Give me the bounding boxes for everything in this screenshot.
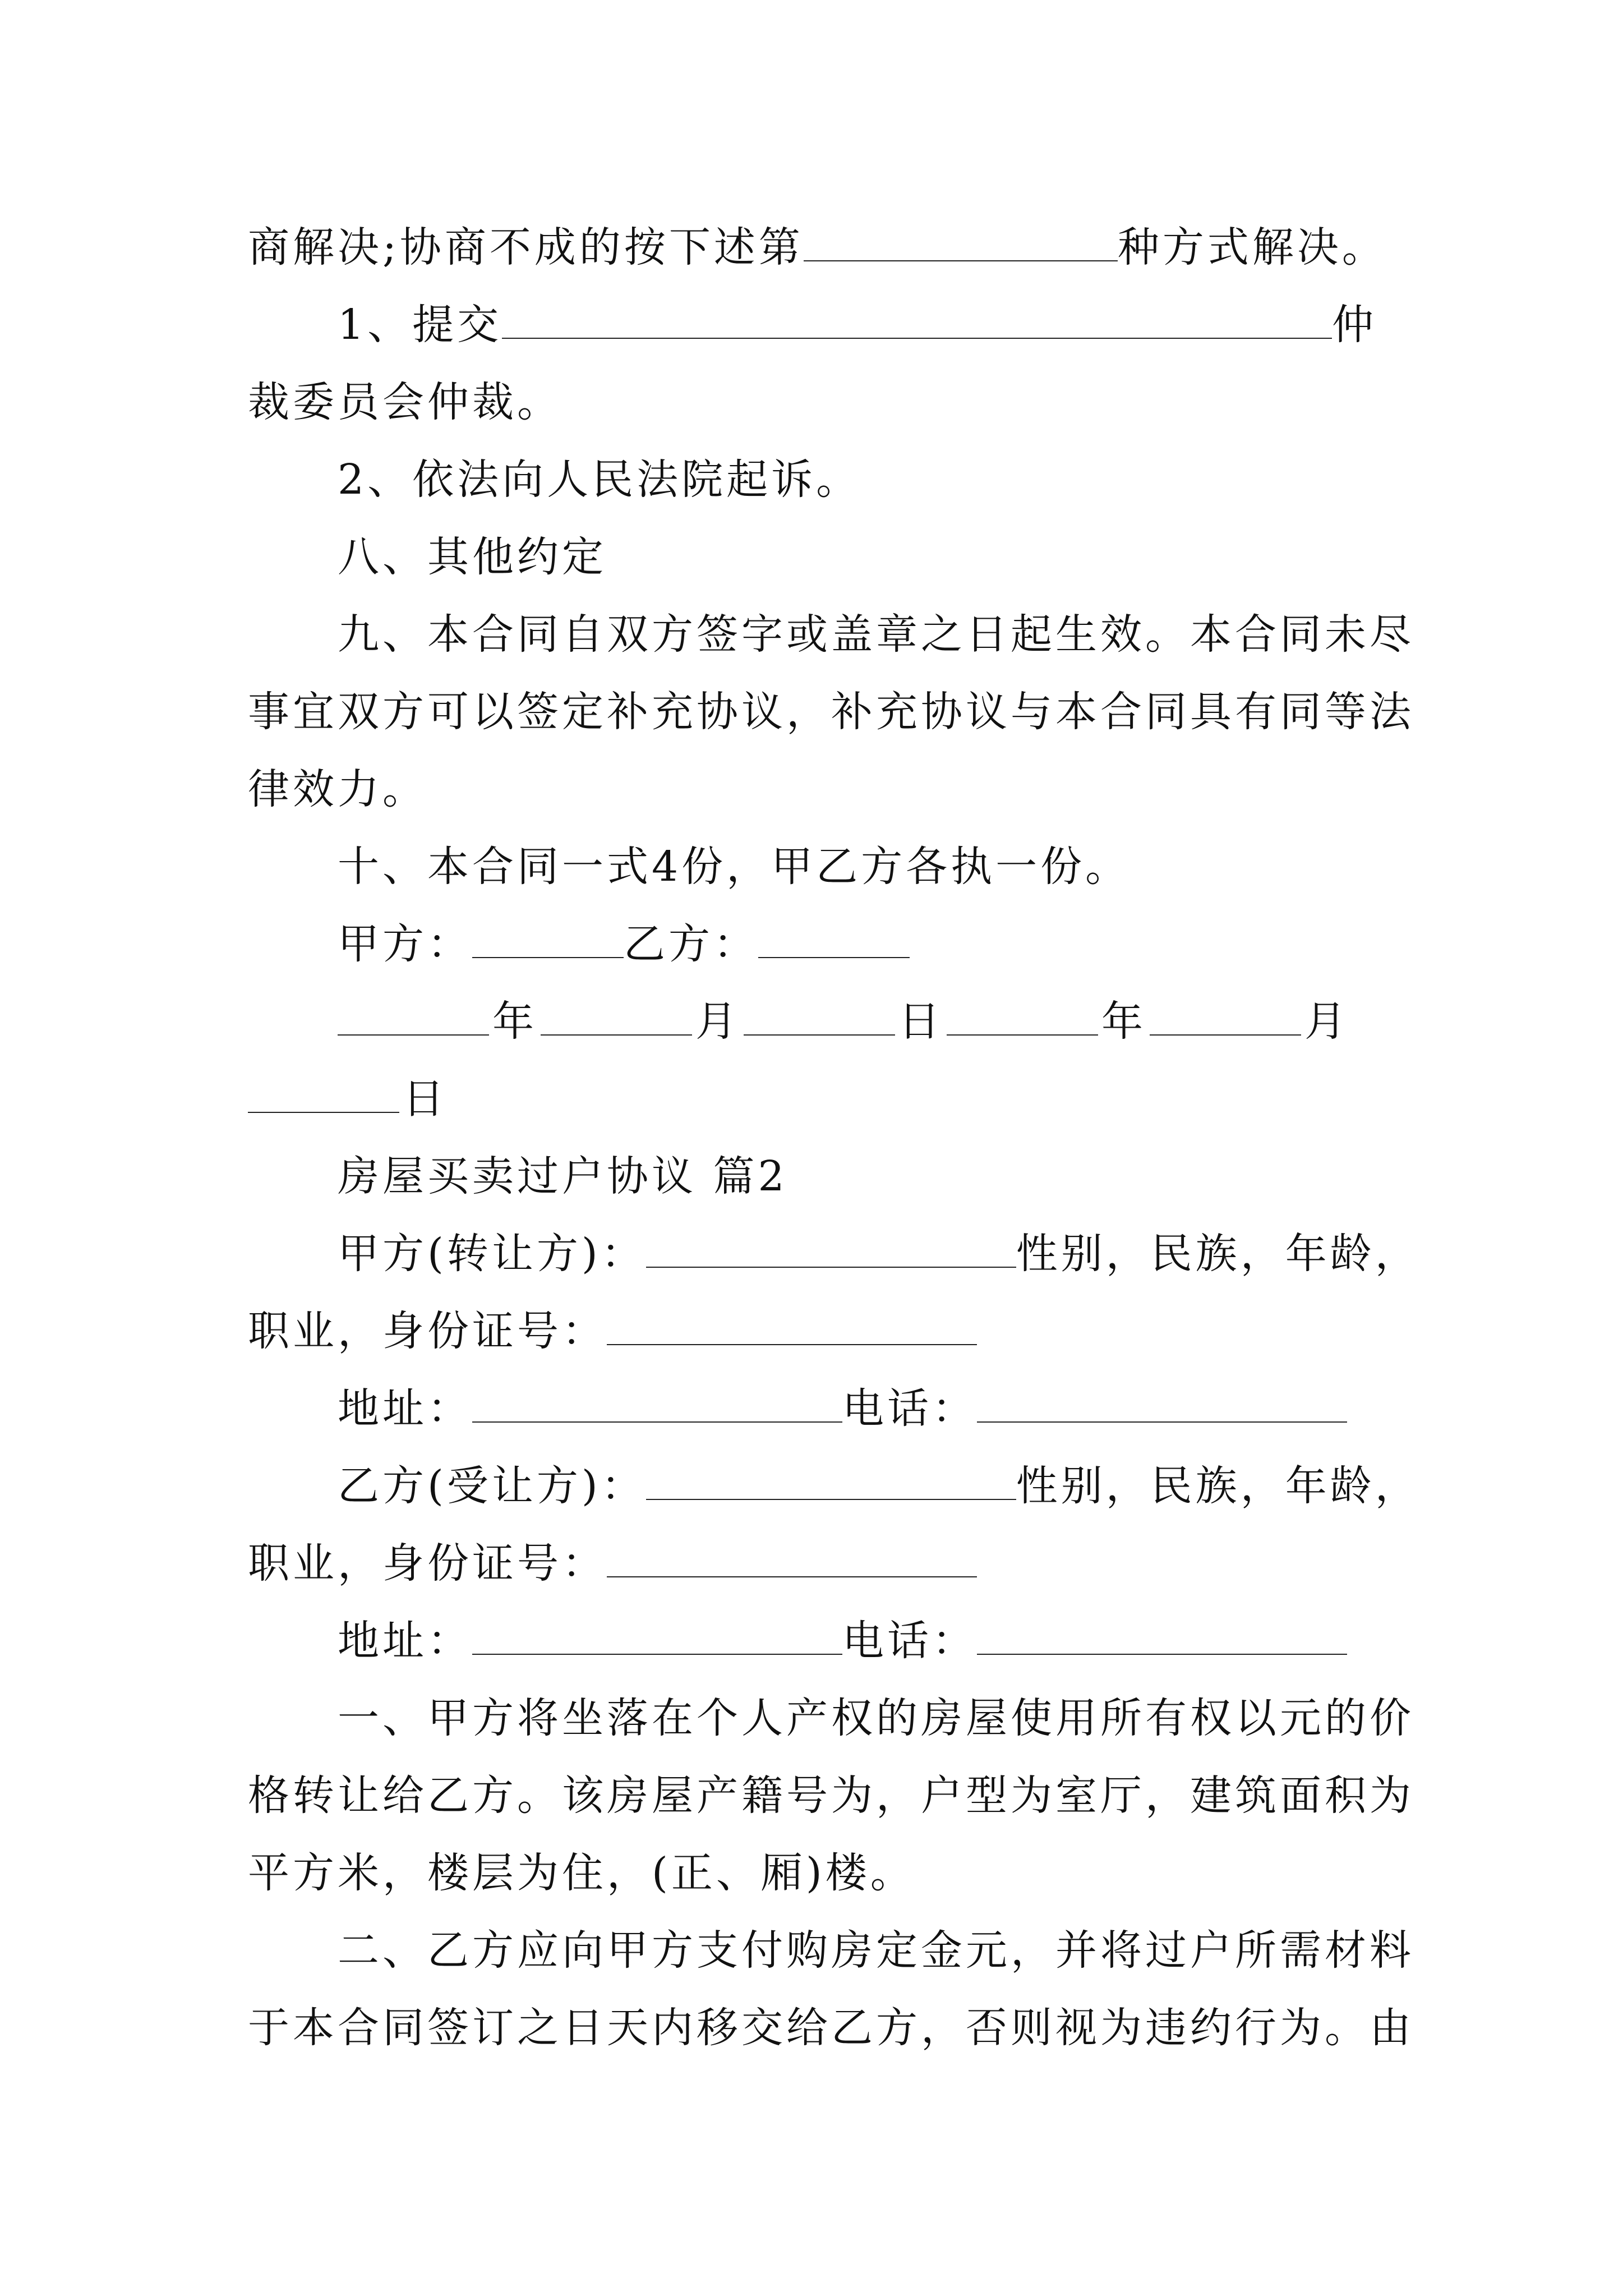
- text-segment: 地址：: [338, 1617, 472, 1665]
- text-segment: 职业，身份证号：: [248, 1307, 607, 1355]
- text-line: [248, 1370, 1403, 1447]
- text-line: [248, 441, 1403, 518]
- text-segment: 甲方：: [338, 920, 472, 968]
- text-segment: 八、其他约定: [338, 533, 607, 581]
- text-segment: 裁委员会仲裁。: [248, 378, 562, 426]
- fill-blank: [472, 922, 624, 958]
- document-body: [248, 209, 1420, 2067]
- text-line: [248, 286, 1403, 364]
- text-segment: 月: [1304, 997, 1349, 1046]
- text-line: [248, 364, 1403, 441]
- fill-blank: [804, 226, 1118, 261]
- text-segment: 二、乙方应向甲方支付购房定金元，并将过户所需材料: [338, 1926, 1414, 1975]
- fill-blank: [744, 1000, 895, 1036]
- text-line: [248, 673, 1414, 751]
- signature-line: [248, 905, 1403, 983]
- text-segment: 商解决;协商不成的按下述第: [248, 223, 804, 272]
- text-segment: 种方式解决。: [1117, 223, 1387, 272]
- section-heading: [248, 518, 1403, 596]
- text-line: [248, 1989, 1414, 2067]
- text-segment: 性别，民族，年龄，: [1016, 1462, 1420, 1510]
- text-segment: 于本合同签订之日天内移交给乙方，否则视为违约行为。由: [248, 2004, 1414, 2052]
- fill-blank: [541, 1000, 692, 1036]
- fill-blank: [977, 1619, 1347, 1655]
- text-segment: 地址：: [338, 1384, 472, 1433]
- text-segment: 乙方：: [624, 920, 758, 968]
- text-line: [248, 828, 1403, 905]
- text-line: [248, 1680, 1414, 1757]
- fill-blank: [502, 303, 1332, 339]
- fill-blank: [472, 1387, 842, 1423]
- text-segment: 电话：: [842, 1617, 977, 1665]
- fill-blank: [646, 1464, 1016, 1500]
- text-segment: 平方米，楼层为住，(正、厢)楼。: [248, 1849, 915, 1897]
- text-segment: 格转让给乙方。该房屋产籍号为，户型为室厅，建筑面积为: [248, 1772, 1414, 1820]
- text-segment: 2、依法向人民法院起诉。: [338, 455, 861, 504]
- fill-blank: [472, 1619, 842, 1655]
- fill-blank: [977, 1387, 1347, 1423]
- text-line: [248, 209, 1403, 286]
- text-segment: 十、本合同一式4份，甲乙方各执一份。: [338, 843, 1131, 891]
- text-segment: 事宜双方可以签定补充协议，补充协议与本合同具有同等法: [248, 688, 1414, 736]
- date-line: [248, 983, 1403, 1060]
- text-segment: 一、甲方将坐落在个人产权的房屋使用所有权以元的价: [338, 1694, 1414, 1742]
- fill-blank: [758, 922, 910, 958]
- text-line: [248, 1834, 1403, 1912]
- text-segment: 房屋买卖过户协议 篇2: [338, 1152, 788, 1200]
- text-line: [248, 1292, 1403, 1370]
- text-segment: 月: [695, 997, 740, 1046]
- text-segment: 仲: [1332, 301, 1377, 349]
- text-segment: 甲方(转让方)：: [338, 1230, 646, 1278]
- text-segment: 九、本合同自双方签字或盖章之日起生效。本合同未尽: [338, 610, 1414, 659]
- text-line: [248, 1215, 1420, 1292]
- text-segment: 职业，身份证号：: [248, 1539, 607, 1588]
- fill-blank: [338, 1000, 489, 1036]
- text-segment: 年: [1101, 997, 1146, 1046]
- text-segment: 1、提交: [338, 301, 502, 349]
- text-line: [248, 596, 1414, 673]
- text-segment: 电话：: [842, 1384, 977, 1433]
- text-line: [248, 1447, 1420, 1525]
- text-line: [248, 751, 1403, 828]
- fill-blank: [947, 1000, 1098, 1036]
- text-segment: 日: [898, 997, 943, 1046]
- text-segment: 年: [492, 997, 537, 1046]
- text-segment: 性别，民族，年龄，: [1016, 1230, 1420, 1278]
- section-title: [248, 1138, 1403, 1215]
- fill-blank: [248, 1077, 399, 1113]
- fill-blank: [1150, 1000, 1301, 1036]
- text-segment: 乙方(受让方)：: [338, 1462, 646, 1510]
- text-line: [248, 1525, 1403, 1602]
- fill-blank: [607, 1542, 977, 1577]
- date-line: [248, 1060, 1403, 1138]
- text-line: [248, 1602, 1403, 1680]
- text-segment: 律效力。: [248, 765, 427, 813]
- text-segment: 日: [403, 1075, 448, 1123]
- text-line: [248, 1757, 1414, 1834]
- fill-blank: [646, 1232, 1016, 1268]
- fill-blank: [607, 1309, 977, 1345]
- text-line: [248, 1912, 1414, 1989]
